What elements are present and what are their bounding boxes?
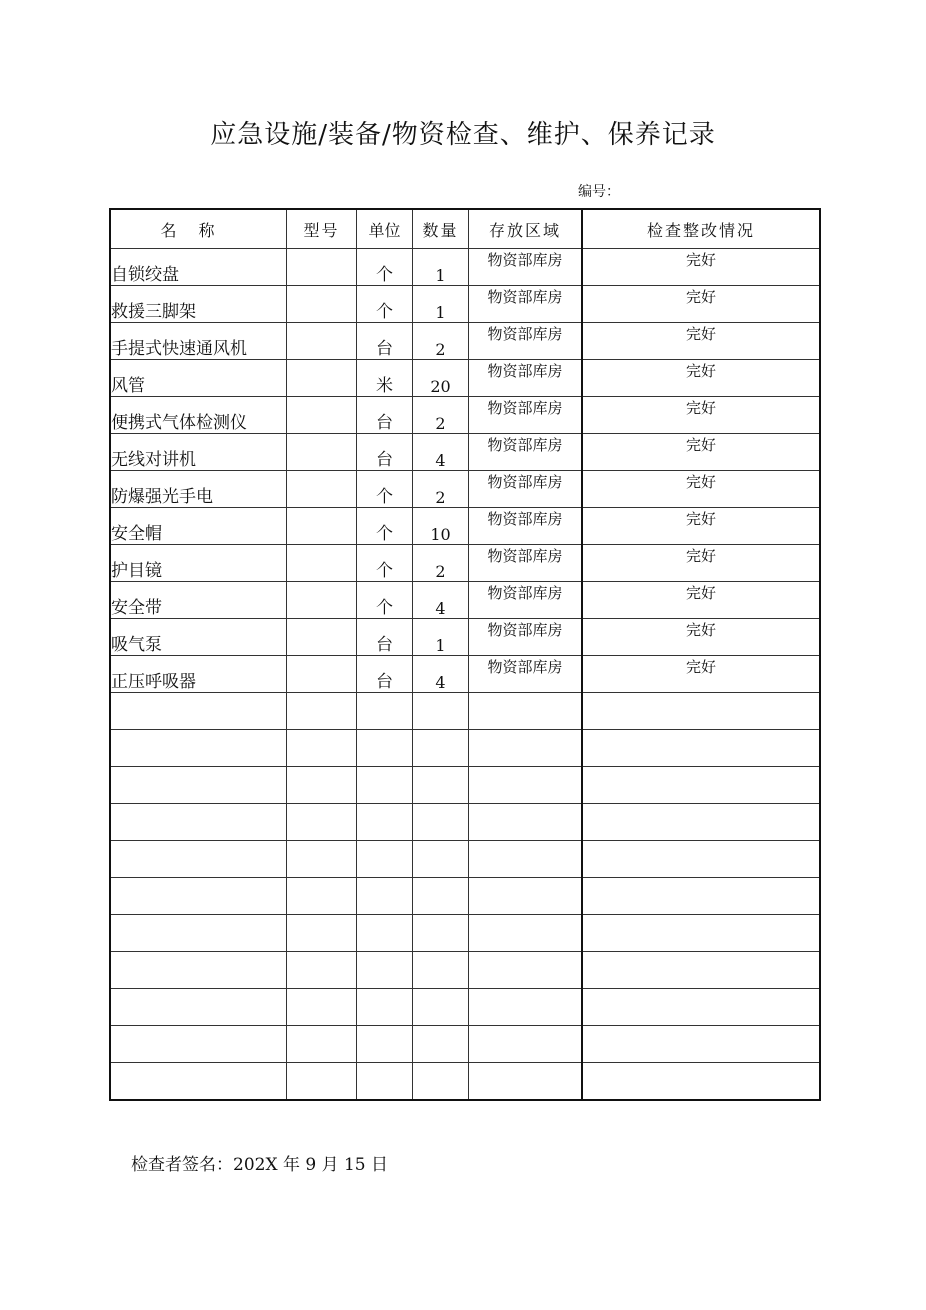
cell-model	[287, 249, 357, 286]
table-row	[110, 952, 820, 989]
cell-name	[110, 878, 287, 915]
cell-name	[110, 767, 287, 804]
cell-unit	[357, 915, 413, 952]
cell-quantity: 2	[413, 323, 469, 360]
table-row	[110, 1063, 820, 1101]
cell-model	[287, 471, 357, 508]
cell-quantity: 1	[413, 286, 469, 323]
cell-quantity	[413, 841, 469, 878]
cell-inspection-status: 完好	[582, 471, 820, 508]
cell-storage-area: 物资部库房	[469, 323, 583, 360]
table-row	[110, 471, 820, 508]
cell-unit: 米	[357, 360, 413, 397]
cell-inspection-status	[582, 1063, 820, 1101]
cell-model	[287, 915, 357, 952]
header-storage-area: 存放区域	[469, 209, 583, 249]
cell-name: 无线对讲机	[110, 434, 287, 471]
cell-inspection-status: 完好	[582, 656, 820, 693]
cell-storage-area: 物资部库房	[469, 397, 583, 434]
cell-inspection-status: 完好	[582, 286, 820, 323]
record-number-label: 编号：	[578, 184, 620, 200]
cell-inspection-status	[582, 1026, 820, 1063]
table-row	[110, 989, 820, 1026]
inspection-table	[109, 208, 821, 1101]
cell-name	[110, 989, 287, 1026]
header-name: 名称	[110, 209, 287, 249]
cell-storage-area	[469, 730, 583, 767]
cell-inspection-status: 完好	[582, 508, 820, 545]
cell-unit: 台	[357, 434, 413, 471]
cell-inspection-status: 完好	[582, 582, 820, 619]
cell-storage-area	[469, 693, 583, 730]
table-row	[110, 582, 820, 619]
cell-unit: 个	[357, 508, 413, 545]
cell-quantity: 4	[413, 656, 469, 693]
cell-storage-area: 物资部库房	[469, 286, 583, 323]
cell-quantity: 20	[413, 360, 469, 397]
cell-storage-area: 物资部库房	[469, 249, 583, 286]
page-title: 应急设施/装备/物资检查、维护、保养记录	[210, 120, 716, 150]
cell-name	[110, 693, 287, 730]
cell-name: 安全带	[110, 582, 287, 619]
cell-name	[110, 915, 287, 952]
cell-inspection-status: 完好	[582, 249, 820, 286]
cell-model	[287, 397, 357, 434]
header-inspection-status: 检查整改情况	[582, 209, 820, 249]
cell-model	[287, 804, 357, 841]
cell-inspection-status	[582, 767, 820, 804]
cell-name: 正压呼吸器	[110, 656, 287, 693]
cell-unit: 个	[357, 286, 413, 323]
cell-unit	[357, 989, 413, 1026]
cell-model	[287, 878, 357, 915]
cell-quantity: 4	[413, 582, 469, 619]
cell-quantity	[413, 915, 469, 952]
cell-inspection-status	[582, 841, 820, 878]
cell-inspection-status	[582, 915, 820, 952]
cell-name	[110, 804, 287, 841]
cell-quantity	[413, 693, 469, 730]
cell-quantity	[413, 878, 469, 915]
cell-storage-area	[469, 841, 583, 878]
cell-quantity: 2	[413, 545, 469, 582]
cell-quantity: 2	[413, 471, 469, 508]
cell-model	[287, 841, 357, 878]
cell-inspection-status	[582, 952, 820, 989]
table-row	[110, 693, 820, 730]
cell-unit	[357, 693, 413, 730]
cell-unit	[357, 952, 413, 989]
cell-name: 安全帽	[110, 508, 287, 545]
cell-inspection-status	[582, 730, 820, 767]
table-row	[110, 323, 820, 360]
cell-inspection-status	[582, 989, 820, 1026]
cell-model	[287, 360, 357, 397]
cell-model	[287, 508, 357, 545]
cell-model	[287, 286, 357, 323]
cell-inspection-status	[582, 693, 820, 730]
cell-storage-area	[469, 878, 583, 915]
table-row	[110, 730, 820, 767]
cell-unit: 台	[357, 619, 413, 656]
cell-unit: 台	[357, 397, 413, 434]
table-row	[110, 286, 820, 323]
cell-storage-area: 物资部库房	[469, 619, 583, 656]
cell-storage-area	[469, 915, 583, 952]
cell-storage-area: 物资部库房	[469, 360, 583, 397]
table-row	[110, 619, 820, 656]
cell-quantity	[413, 1063, 469, 1101]
cell-model	[287, 545, 357, 582]
table-row	[110, 508, 820, 545]
cell-name: 风管	[110, 360, 287, 397]
cell-storage-area: 物资部库房	[469, 582, 583, 619]
cell-storage-area	[469, 952, 583, 989]
table-row	[110, 767, 820, 804]
inspector-signature: 检查者签名：202X 年 9 月 15 日	[131, 1155, 389, 1175]
cell-unit	[357, 767, 413, 804]
cell-quantity: 10	[413, 508, 469, 545]
cell-model	[287, 952, 357, 989]
cell-inspection-status: 完好	[582, 323, 820, 360]
cell-storage-area	[469, 1063, 583, 1101]
cell-inspection-status	[582, 804, 820, 841]
table-row	[110, 1026, 820, 1063]
cell-quantity	[413, 804, 469, 841]
header-unit: 单位	[357, 209, 413, 249]
cell-model	[287, 989, 357, 1026]
cell-inspection-status: 完好	[582, 434, 820, 471]
cell-model	[287, 693, 357, 730]
cell-name	[110, 841, 287, 878]
cell-unit	[357, 1063, 413, 1101]
table-row	[110, 397, 820, 434]
cell-name	[110, 730, 287, 767]
table-row	[110, 434, 820, 471]
cell-inspection-status: 完好	[582, 397, 820, 434]
cell-name: 手提式快速通风机	[110, 323, 287, 360]
cell-storage-area	[469, 989, 583, 1026]
cell-quantity	[413, 989, 469, 1026]
cell-quantity: 2	[413, 397, 469, 434]
cell-model	[287, 323, 357, 360]
cell-name: 自锁绞盘	[110, 249, 287, 286]
cell-storage-area: 物资部库房	[469, 434, 583, 471]
cell-quantity: 1	[413, 619, 469, 656]
cell-unit	[357, 804, 413, 841]
cell-quantity	[413, 952, 469, 989]
cell-quantity: 4	[413, 434, 469, 471]
cell-quantity: 1	[413, 249, 469, 286]
cell-name: 吸气泵	[110, 619, 287, 656]
cell-storage-area	[469, 767, 583, 804]
cell-unit: 个	[357, 582, 413, 619]
cell-model	[287, 582, 357, 619]
table-row	[110, 249, 820, 286]
cell-unit	[357, 878, 413, 915]
cell-storage-area: 物资部库房	[469, 471, 583, 508]
cell-storage-area: 物资部库房	[469, 508, 583, 545]
cell-unit: 个	[357, 471, 413, 508]
cell-model	[287, 767, 357, 804]
header-model: 型号	[287, 209, 357, 249]
cell-storage-area	[469, 804, 583, 841]
cell-inspection-status: 完好	[582, 619, 820, 656]
cell-inspection-status: 完好	[582, 360, 820, 397]
table-header-row	[110, 209, 820, 249]
cell-unit: 个	[357, 545, 413, 582]
cell-model	[287, 1063, 357, 1101]
cell-unit	[357, 730, 413, 767]
table-row	[110, 915, 820, 952]
table-row	[110, 360, 820, 397]
cell-unit: 台	[357, 656, 413, 693]
cell-unit: 个	[357, 249, 413, 286]
cell-model	[287, 619, 357, 656]
cell-name: 救援三脚架	[110, 286, 287, 323]
table-row	[110, 545, 820, 582]
cell-inspection-status: 完好	[582, 545, 820, 582]
cell-name	[110, 1026, 287, 1063]
cell-quantity	[413, 767, 469, 804]
cell-name: 便携式气体检测仪	[110, 397, 287, 434]
table-row	[110, 878, 820, 915]
cell-model	[287, 1026, 357, 1063]
cell-name: 防爆强光手电	[110, 471, 287, 508]
cell-storage-area	[469, 1026, 583, 1063]
table-row	[110, 841, 820, 878]
cell-storage-area: 物资部库房	[469, 545, 583, 582]
cell-model	[287, 656, 357, 693]
cell-quantity	[413, 1026, 469, 1063]
cell-name	[110, 952, 287, 989]
table-row	[110, 804, 820, 841]
table-row	[110, 656, 820, 693]
cell-model	[287, 434, 357, 471]
cell-quantity	[413, 730, 469, 767]
cell-name	[110, 1063, 287, 1101]
cell-unit	[357, 841, 413, 878]
cell-inspection-status	[582, 878, 820, 915]
cell-storage-area: 物资部库房	[469, 656, 583, 693]
cell-name: 护目镜	[110, 545, 287, 582]
cell-unit	[357, 1026, 413, 1063]
cell-unit: 台	[357, 323, 413, 360]
header-quantity: 数量	[413, 209, 469, 249]
cell-model	[287, 730, 357, 767]
